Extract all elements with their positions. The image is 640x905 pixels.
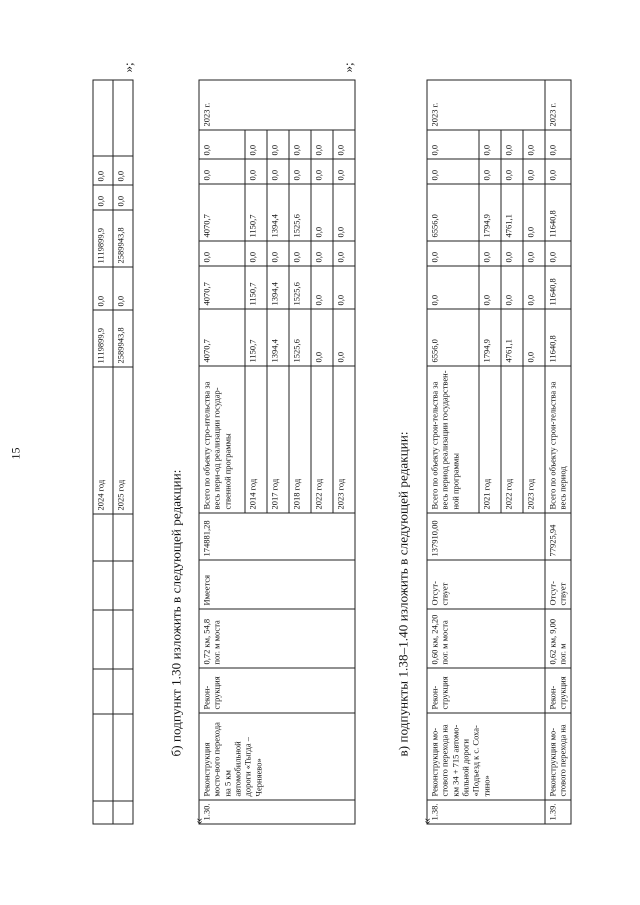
value-cell: 0,0 (501, 266, 523, 309)
year-cell: 2025 год (113, 367, 133, 514)
table-row (545, 80, 571, 824)
value-cell: 1119899,9 (93, 210, 113, 267)
capacity: 0,72 км, 54,8 пог. м моста (199, 609, 355, 668)
value-cell: 4070,7 (199, 184, 245, 241)
value-cell: 0,0 (501, 130, 523, 159)
row-label: 2021 год (479, 366, 501, 513)
value-cell: 0,0 (545, 241, 571, 266)
deadline: 2023 г. (199, 80, 355, 130)
row-label: 2022 год (501, 366, 523, 513)
value-cell: 1119899,9 (93, 310, 113, 367)
value-cell: 0,0 (479, 266, 501, 309)
row-label: 2022 год (311, 366, 333, 513)
value-cell: 0,0 (523, 241, 545, 266)
value-cell: 0,0 (427, 130, 479, 159)
value-cell: 0,0 (93, 185, 113, 210)
value-cell: 0,0 (523, 159, 545, 184)
value-cell: 0,0 (113, 267, 133, 310)
value-cell: 0,0 (245, 130, 267, 159)
value-cell: 0,0 (113, 185, 133, 210)
item-1-30-table (199, 80, 356, 825)
estimated-cost: 174881,28 (199, 513, 355, 560)
row-label: 2023 год (523, 366, 545, 513)
section-heading: б) подпункт 1.30 изложить в следующей редакции: (168, 469, 184, 757)
work-type: Рекон-струкция (199, 668, 355, 713)
value-cell: 0,0 (333, 159, 355, 184)
value-cell: 0,0 (245, 159, 267, 184)
section-heading: в) подпункты 1.38–1.40 изложить в следующей редакции: (395, 431, 411, 757)
capacity: 0,60 км, 24,20 пог. м моста (427, 609, 545, 668)
value-cell: 2589943,8 (113, 210, 133, 267)
table-row (93, 80, 113, 824)
value-cell: 0,0 (523, 309, 545, 366)
estimated-cost: 137910,00 (427, 513, 545, 560)
value-cell: 0,0 (93, 267, 113, 310)
value-cell: 0,0 (479, 159, 501, 184)
value-cell: 4761,1 (501, 184, 523, 241)
value-cell: 0,0 (113, 156, 133, 185)
value-cell: 0,0 (479, 241, 501, 266)
value-cell: 0,0 (311, 309, 333, 366)
deadline: 2023 г. (427, 80, 545, 130)
value-cell: 11640,8 (545, 266, 571, 309)
opening-quote: « (190, 818, 206, 825)
value-cell: 0,0 (333, 130, 355, 159)
deadline: 2023 г. (545, 80, 571, 130)
row-label: Всего по объекту строи-тельства за весь период (545, 366, 571, 513)
value-cell: 1394,4 (267, 184, 289, 241)
value-cell: 0,0 (523, 266, 545, 309)
object-name: Реконструкция мо-стового перехода на км 34 + 715 автомо-бильной дороги «Подъезд к с. Соха-тино» (427, 713, 545, 800)
value-cell: 0,0 (545, 130, 571, 159)
value-cell: 4070,7 (199, 309, 245, 366)
items-1-38-1-40-table (427, 80, 572, 825)
value-cell: 0,0 (311, 184, 333, 241)
value-cell: 0,0 (289, 241, 311, 266)
capacity: 0,62 км, 9,00 пог. м (545, 609, 571, 668)
page-number: 15 (8, 447, 23, 460)
value-cell: 1525,6 (289, 266, 311, 309)
work-type: Рекон-струкция (427, 668, 545, 713)
value-cell: 1394,4 (267, 266, 289, 309)
value-cell: 4070,7 (199, 266, 245, 309)
table-row (427, 80, 479, 824)
value-cell: 0,0 (267, 241, 289, 266)
value-cell: 0,0 (523, 184, 545, 241)
row-label: 2017 год (267, 366, 289, 513)
row-label: Всего по объекту стро-ительства за весь пери-од реализации государ-ственной программы (199, 366, 245, 513)
value-cell: 1394,4 (267, 309, 289, 366)
value-cell: 0,0 (311, 266, 333, 309)
value-cell: 11640,8 (545, 184, 571, 241)
value-cell: 0,0 (311, 130, 333, 159)
value-cell: 0,0 (427, 266, 479, 309)
value-cell: 0,0 (501, 241, 523, 266)
value-cell: 0,0 (501, 159, 523, 184)
row-label: 2014 год (245, 366, 267, 513)
value-cell: 0,0 (199, 130, 245, 159)
opening-quote: « (418, 818, 434, 825)
object-name: Реконструкция мо-стового перехода на (545, 713, 571, 800)
row-label: 2018 год (289, 366, 311, 513)
value-cell: 0,0 (479, 130, 501, 159)
value-cell: 0,0 (199, 159, 245, 184)
value-cell: 1525,6 (289, 309, 311, 366)
value-cell: 11640,8 (545, 309, 571, 366)
table-row (113, 80, 133, 824)
item-number: 1.30. (199, 800, 355, 824)
value-cell: 0,0 (267, 159, 289, 184)
value-cell: 0,0 (545, 159, 571, 184)
value-cell: 2589943,8 (113, 310, 133, 367)
value-cell: 0,0 (289, 159, 311, 184)
value-cell: 4761,1 (501, 309, 523, 366)
value-cell: 1794,9 (479, 184, 501, 241)
value-cell: 6556,0 (427, 184, 479, 241)
value-cell: 0,0 (333, 266, 355, 309)
value-cell: 0,0 (311, 159, 333, 184)
work-type: Рекон-струкция (545, 668, 571, 713)
table-row (199, 80, 245, 824)
value-cell: 1525,6 (289, 184, 311, 241)
value-cell: 0,0 (93, 156, 113, 185)
item-number: 1.38. (427, 800, 545, 824)
design-status: Имеется (199, 560, 355, 609)
value-cell: 0,0 (311, 241, 333, 266)
value-cell: 1150,7 (245, 184, 267, 241)
rotated-page-content (1, 0, 640, 905)
closing-quote: »; (340, 62, 356, 73)
estimated-cost: 77925,94 (545, 513, 571, 560)
value-cell: 0,0 (333, 241, 355, 266)
value-cell: 6556,0 (427, 309, 479, 366)
year-cell: 2024 год (93, 367, 113, 514)
design-status: Отсут-ствует (427, 560, 545, 609)
closing-quote: »; (120, 62, 136, 73)
value-cell: 0,0 (333, 184, 355, 241)
value-cell: 0,0 (289, 130, 311, 159)
item-number: 1.39. (545, 800, 571, 824)
row-label: 2023 год (333, 366, 355, 513)
design-status: Отсут-ствует (545, 560, 571, 609)
value-cell: 0,0 (333, 309, 355, 366)
value-cell: 0,0 (523, 130, 545, 159)
value-cell: 1150,7 (245, 309, 267, 366)
value-cell: 0,0 (267, 130, 289, 159)
value-cell: 1150,7 (245, 266, 267, 309)
value-cell: 1794,9 (479, 309, 501, 366)
row-label: Всего по объекту строи-тельства за весь период реализации государствен-ной программы (427, 366, 479, 513)
value-cell: 0,0 (427, 241, 479, 266)
value-cell: 0,0 (199, 241, 245, 266)
object-name: Реконструкция мосто-вого перехода на 5 км автомобильной дороги «Тыгда – Черняево» (199, 713, 355, 800)
previous-table-fragment (93, 80, 134, 825)
value-cell: 0,0 (427, 159, 479, 184)
value-cell: 0,0 (245, 241, 267, 266)
